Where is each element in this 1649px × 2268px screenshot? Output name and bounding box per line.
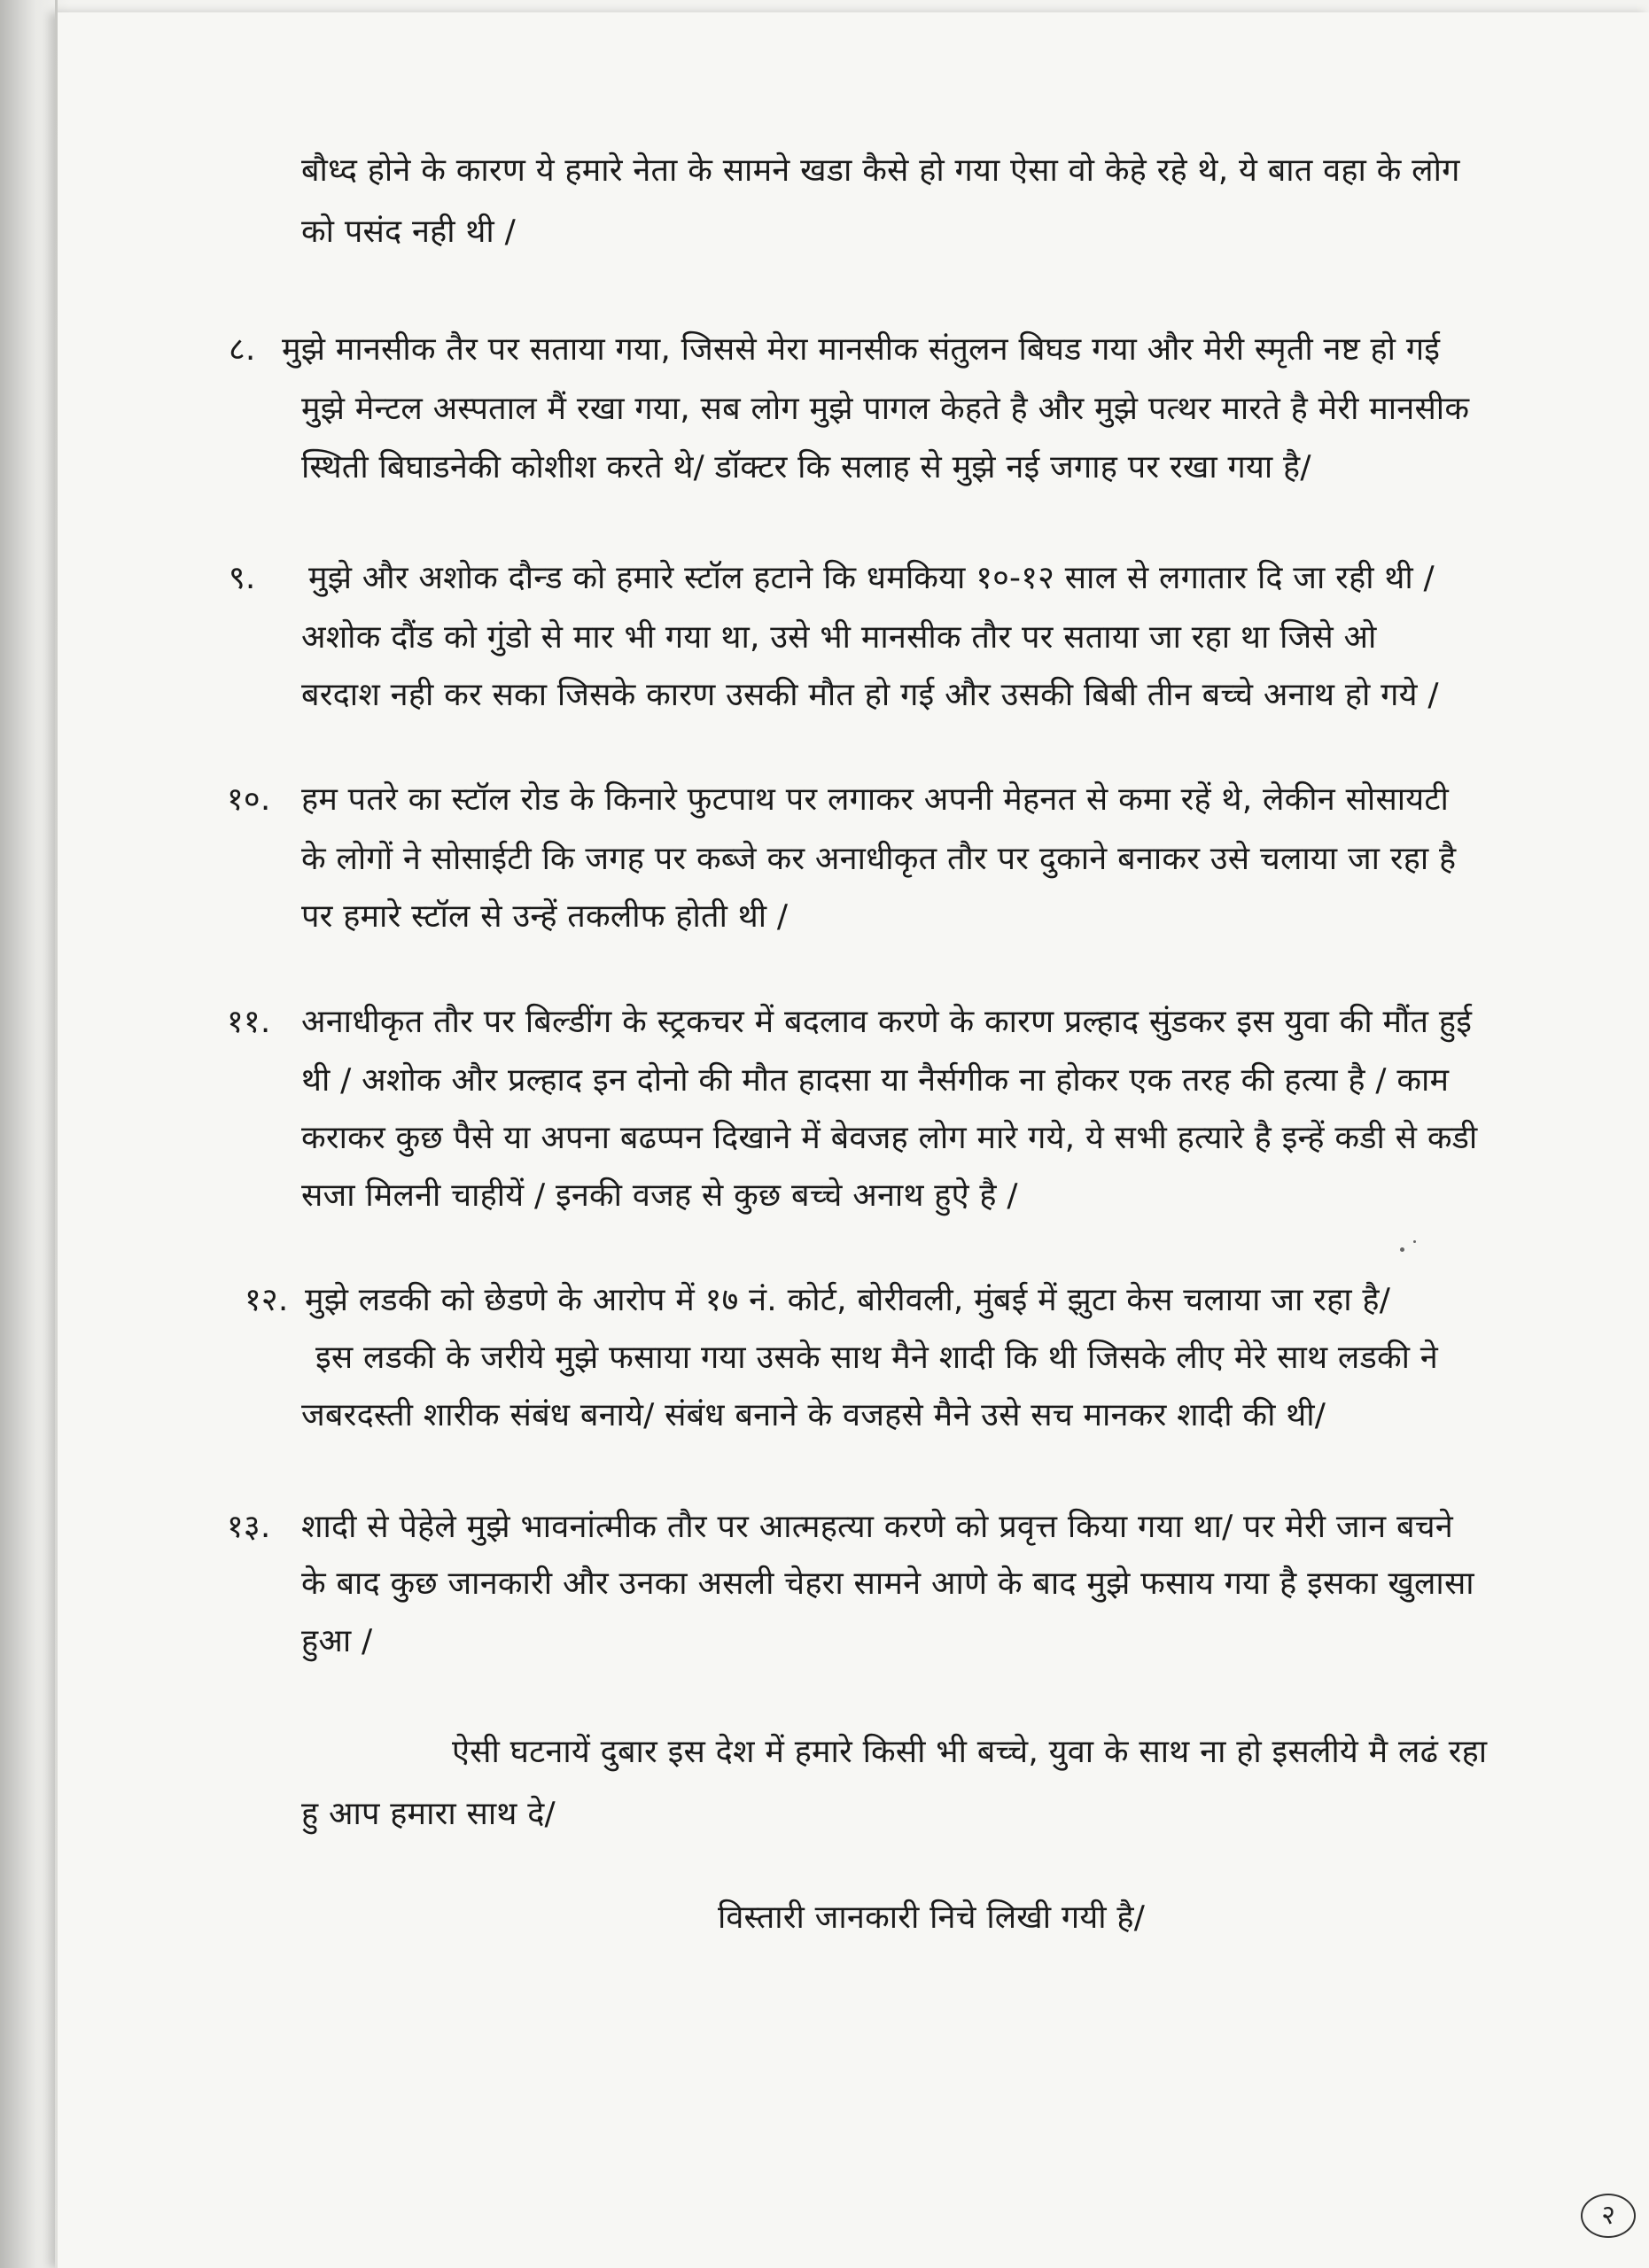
item-number: १३. <box>227 1509 271 1545</box>
item-11-line-1: अनाधीकृत तौर पर बिल्डींग के स्ट्रकचर में बदलाव करणे के कारण प्रल्हाद सुंडकर इस युवा की मौंत हुई <box>301 1004 1473 1040</box>
item-11-line-2: थी / अशोक और प्रल्हाद इन दोनो की मौत हादसा या नैर्सगीक ना होकर एक तरह की हत्या है / काम <box>301 1062 1450 1099</box>
item-8-line-1: मुझे मानसीक तैर पर सताया गया, जिससे मेरा मानसीक संतुलन बिघड गया और मेरी स्मृती नष्ट हो गई <box>282 331 1441 368</box>
item-11-line-4: सजा मिलनी चाहीयें / इनकी वजह से कुछ बच्चे अनाथ हुऐ है / <box>301 1177 1018 1214</box>
item-number: ९. <box>229 560 256 596</box>
item-11-line-3: कराकर कुछ पैसे या अपना बढप्पन दिखाने में बेवजह लोग मारे गये, ये सभी हत्यारे है इन्हें कडी से कडी <box>301 1120 1478 1156</box>
item-number: १२. <box>245 1282 289 1318</box>
scan-speck <box>1400 1247 1404 1252</box>
closing-line-1: ऐसी घटनायें दुबार इस देश में हमारे किसी भी बच्चे, युवा के साथ ना हो इसलीये मै लढं रहा <box>452 1734 1488 1770</box>
item-12-line-1: मुझे लडकी को छेडणे के आरोप में १७ नं. कोर्ट, बोरीवली, मुंबई में झुटा केस चलाया जा रहा है/ <box>305 1282 1391 1318</box>
item-10-line-2: के लोगों ने सोसाईटी कि जगह पर कब्जे कर अनाधीकृत तौर पर दुकाने बनाकर उसे चलाया जा रहा है <box>301 841 1457 877</box>
item-9-line-3: बरदाश नही कर सका जिसके कारण उसकी मौत हो गई और उसकी बिबी तीन बच्चे अनाथ हो गये / <box>301 677 1439 713</box>
item-8-line-2: मुझे मेन्टल अस्पताल मैं रखा गया, सब लोग मुझे पागल केहते है और मुझे पत्थर मारते है मेरी मानसीक <box>301 391 1470 427</box>
item-number: १०. <box>227 781 271 818</box>
item-13-line-1: शादी से पेहेले मुझे भावनांत्मीक तौर पर आत्महत्या करणे को प्रवृत्त किया गया था/ पर मेरी जान बचने <box>301 1509 1453 1545</box>
item-9-line-2: अशोक दौंड को गुंडो से मार भी गया था, उसे भी मानसीक तौर पर सताया जा रहा था जिसे ओ <box>301 619 1377 656</box>
item-9-line-1: मुझे और अशोक दौन्ड को हमारे स्टॉल हटाने कि धमकिया १०-१२ साल से लगातार दि जा रही थी / <box>308 560 1435 596</box>
intro-line-2: को पसंद नही थी / <box>301 214 516 250</box>
item-13-line-2: के बाद कुछ जानकारी और उनका असली चेहरा सामने आणे के बाद मुझे फसाय गया है इसका खुलासा <box>301 1565 1474 1602</box>
item-10-line-3: पर हमारे स्टॉल से उन्हें तकलीफ होती थी / <box>301 898 789 935</box>
item-13-line-3: हुआ / <box>301 1623 373 1659</box>
item-12-line-2: इस लडकी के जरीये मुझे फसाया गया उसके साथ मैने शादी कि थी जिसके लीए मेरे साथ लडकी ने <box>315 1340 1438 1376</box>
item-number: ११. <box>227 1004 271 1040</box>
scan-speck <box>1413 1240 1416 1243</box>
item-12-line-3: जबरदस्ती शारीक संबंध बनाये/ संबंध बनाने के वजहसे मैने उसे सच मानकर शादी की थी/ <box>301 1397 1326 1433</box>
intro-line-1: बौध्द होने के कारण ये हमारे नेता के सामने खडा कैसे हो गया ऐसा वो केहे रहे थे, ये बात वहा के लोग <box>301 152 1460 189</box>
page-fold-edge <box>55 0 58 2268</box>
closing-line-2: हु आप हमारा साथ दे/ <box>301 1796 556 1832</box>
item-10-line-1: हम पतरे का स्टॉल रोड के किनारे फुटपाथ पर लगाकर अपनी मेहनत से कमा रहें थे, लेकीन सोसायटी <box>301 781 1450 818</box>
footer-line: विस्तारी जानकारी निचे लिखी गयी है/ <box>718 1899 1146 1936</box>
item-number: ८. <box>229 331 256 368</box>
item-8-line-3: स्थिती बिघाडनेकी कोशीश करते थे/ डॉक्टर कि सलाह से मुझे नई जगाह पर रखा गया है/ <box>301 449 1311 485</box>
page-number: २ <box>1581 2194 1636 2238</box>
